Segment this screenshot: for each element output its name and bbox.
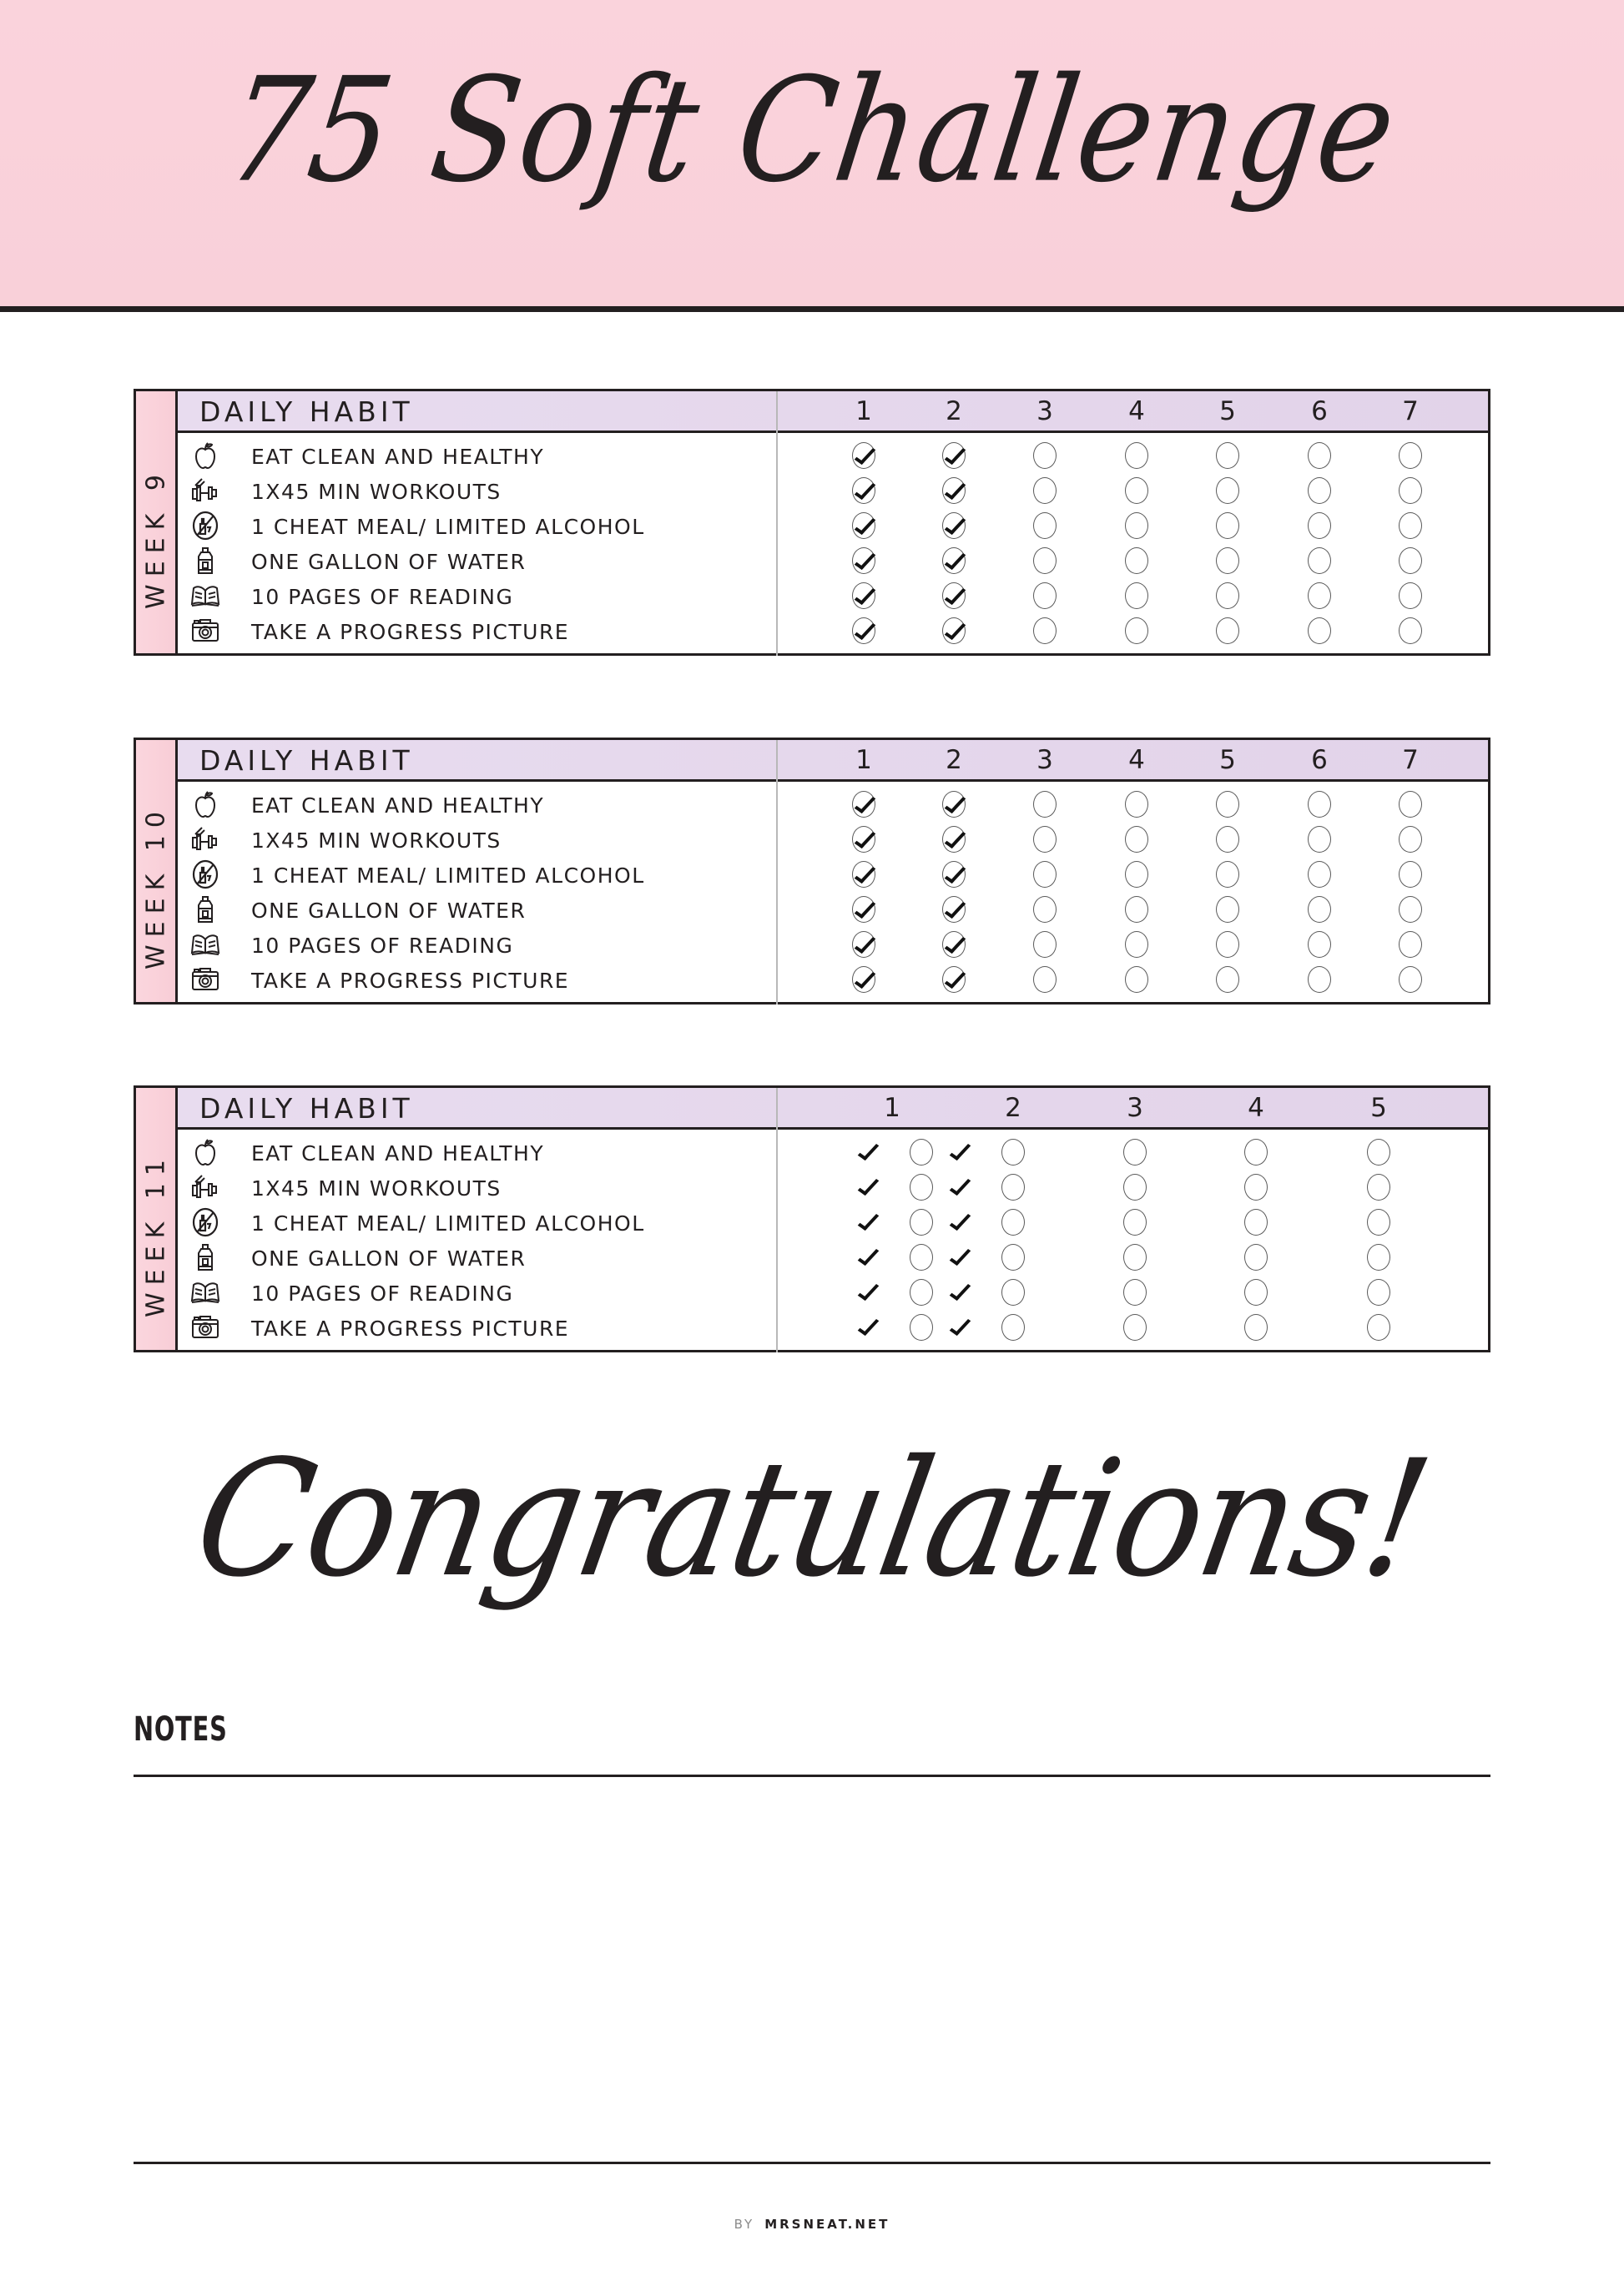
notes-rule <box>134 1775 1490 1777</box>
habit-label: TAKE A PROGRESS PICTURE <box>251 620 570 644</box>
day-4-checkbox[interactable] <box>1125 791 1148 818</box>
daily-habit-header: DAILY HABIT <box>199 1092 414 1125</box>
day-4-checkbox[interactable] <box>1244 1279 1268 1306</box>
day-5-checkbox[interactable] <box>1216 791 1239 818</box>
week-10-table <box>134 738 1490 1004</box>
footer-credit <box>0 2217 1624 2232</box>
day-4-checkbox[interactable] <box>1125 582 1148 609</box>
day-2-checkbox[interactable] <box>1001 1174 1025 1201</box>
day-4-checkbox[interactable] <box>1125 512 1148 539</box>
day-1-checkbox-checked[interactable] <box>852 791 875 818</box>
day-header-3: 3 <box>1036 396 1053 426</box>
checkmark-icon <box>951 1279 968 1306</box>
day-7-checkbox[interactable] <box>1399 442 1422 469</box>
habit-rows <box>178 433 1488 650</box>
habit-label: ONE GALLON OF WATER <box>251 1246 527 1271</box>
day-6-checkbox[interactable] <box>1308 931 1331 958</box>
checkmark-icon <box>860 1314 876 1341</box>
footer-rule <box>134 2162 1490 2164</box>
no-alcohol-icon <box>189 510 221 541</box>
habit-row <box>178 1170 1488 1205</box>
day-5-checkbox[interactable] <box>1367 1139 1390 1166</box>
day-6-checkbox[interactable] <box>1308 896 1331 923</box>
day-2-checkbox[interactable] <box>1001 1209 1025 1236</box>
day-header-2: 2 <box>946 745 962 775</box>
week-label-column <box>136 740 178 1002</box>
day-3-checkbox[interactable] <box>1033 512 1057 539</box>
day-1-checkbox-checked[interactable] <box>852 442 875 469</box>
day-3-checkbox[interactable] <box>1033 931 1057 958</box>
day-5-checkbox[interactable] <box>1216 896 1239 923</box>
day-4-checkbox[interactable] <box>1125 547 1148 574</box>
day-3-checkbox[interactable] <box>1033 442 1057 469</box>
day-5-checkbox[interactable] <box>1216 547 1239 574</box>
day-4-checkbox[interactable] <box>1244 1174 1268 1201</box>
checkmark-icon <box>860 1174 876 1201</box>
daily-habit-header: DAILY HABIT <box>199 744 414 777</box>
day-1-checkbox[interactable] <box>910 1174 933 1201</box>
day-6-checkbox[interactable] <box>1308 442 1331 469</box>
day-5-checkbox[interactable] <box>1216 966 1239 993</box>
habit-label: TAKE A PROGRESS PICTURE <box>251 969 570 993</box>
day-3-checkbox[interactable] <box>1123 1314 1147 1341</box>
day-1-checkbox-checked[interactable] <box>852 617 875 644</box>
day-6-checkbox[interactable] <box>1308 477 1331 504</box>
day-1-checkbox[interactable] <box>910 1244 933 1271</box>
day-3-checkbox[interactable] <box>1123 1279 1147 1306</box>
day-5-checkbox[interactable] <box>1216 617 1239 644</box>
habit-row <box>178 473 1488 508</box>
day-4-checkbox[interactable] <box>1244 1314 1268 1341</box>
day-3-checkbox[interactable] <box>1033 826 1057 853</box>
water-bottle-icon <box>189 894 221 925</box>
week-label: WEEK 11 <box>141 1151 170 1317</box>
table-header-row <box>178 391 1488 433</box>
open-book-icon <box>189 580 221 612</box>
checkmark-icon <box>860 1244 876 1271</box>
day-2-checkbox[interactable] <box>1001 1279 1025 1306</box>
day-3-checkbox[interactable] <box>1033 896 1057 923</box>
habit-row <box>178 1240 1488 1275</box>
habit-row <box>178 543 1488 578</box>
day-4-checkbox[interactable] <box>1125 477 1148 504</box>
habit-row <box>178 1135 1488 1170</box>
day-5-checkbox[interactable] <box>1367 1209 1390 1236</box>
day-4-checkbox[interactable] <box>1125 861 1148 888</box>
day-5-checkbox[interactable] <box>1216 512 1239 539</box>
day-header-4: 4 <box>1128 396 1145 426</box>
no-alcohol-icon <box>189 858 221 890</box>
day-2-checkbox-checked[interactable] <box>942 477 966 504</box>
day-5-checkbox[interactable] <box>1216 826 1239 853</box>
camera-icon <box>189 964 221 995</box>
table-header-row <box>178 740 1488 782</box>
day-header-6: 6 <box>1311 745 1328 775</box>
day-header-5: 5 <box>1219 396 1236 426</box>
day-7-checkbox[interactable] <box>1399 547 1422 574</box>
day-1-checkbox[interactable] <box>910 1279 933 1306</box>
day-1-checkbox-checked[interactable] <box>852 477 875 504</box>
day-2-checkbox-checked[interactable] <box>942 582 966 609</box>
day-2-checkbox-checked[interactable] <box>942 896 966 923</box>
day-3-checkbox[interactable] <box>1033 582 1057 609</box>
day-header-2: 2 <box>1005 1093 1021 1123</box>
day-header-3: 3 <box>1036 745 1053 775</box>
habit-label: 10 PAGES OF READING <box>251 585 514 609</box>
day-1-checkbox[interactable] <box>910 1209 933 1236</box>
day-header-1: 1 <box>855 745 872 775</box>
day-1-checkbox-checked[interactable] <box>852 966 875 993</box>
table-header-row <box>178 1088 1488 1130</box>
day-2-checkbox[interactable] <box>1001 1314 1025 1341</box>
habit-label: EAT CLEAN AND HEALTHY <box>251 445 545 469</box>
page-title: 75 Soft Challenge <box>217 47 1407 215</box>
footer-by: BY <box>734 2217 755 2232</box>
habit-row <box>178 613 1488 648</box>
week-label-column <box>136 391 178 653</box>
day-4-checkbox[interactable] <box>1125 966 1148 993</box>
habit-label: 1 CHEAT MEAL/ LIMITED ALCOHOL <box>251 1211 645 1236</box>
habit-label: EAT CLEAN AND HEALTHY <box>251 793 545 818</box>
day-7-checkbox[interactable] <box>1399 966 1422 993</box>
open-book-icon <box>189 929 221 960</box>
day-7-checkbox[interactable] <box>1399 826 1422 853</box>
habit-rows <box>178 782 1488 999</box>
habit-rows <box>178 1130 1488 1347</box>
camera-icon <box>189 615 221 647</box>
day-4-checkbox[interactable] <box>1125 896 1148 923</box>
water-bottle-icon <box>189 1241 221 1273</box>
day-6-checkbox[interactable] <box>1308 582 1331 609</box>
habit-label: EAT CLEAN AND HEALTHY <box>251 1141 545 1166</box>
day-3-checkbox[interactable] <box>1123 1174 1147 1201</box>
day-3-checkbox[interactable] <box>1033 861 1057 888</box>
day-2-checkbox-checked[interactable] <box>942 931 966 958</box>
habit-row <box>178 508 1488 543</box>
day-header-1: 1 <box>884 1093 900 1123</box>
day-header-3: 3 <box>1127 1093 1143 1123</box>
day-header-7: 7 <box>1402 396 1419 426</box>
week-label: WEEK 10 <box>141 803 170 969</box>
checkmark-icon <box>860 1209 876 1236</box>
habit-label: TAKE A PROGRESS PICTURE <box>251 1317 570 1341</box>
habit-row <box>178 927 1488 962</box>
daily-habit-header: DAILY HABIT <box>199 395 414 428</box>
day-1-checkbox-checked[interactable] <box>852 861 875 888</box>
day-1-checkbox[interactable] <box>910 1139 933 1166</box>
camera-icon <box>189 1312 221 1343</box>
apple-icon <box>189 440 221 471</box>
day-4-checkbox[interactable] <box>1244 1244 1268 1271</box>
day-2-checkbox-checked[interactable] <box>942 442 966 469</box>
day-7-checkbox[interactable] <box>1399 896 1422 923</box>
day-2-checkbox-checked[interactable] <box>942 826 966 853</box>
day-5-checkbox[interactable] <box>1367 1244 1390 1271</box>
day-2-checkbox-checked[interactable] <box>942 547 966 574</box>
day-header-2: 2 <box>946 396 962 426</box>
day-6-checkbox[interactable] <box>1308 826 1331 853</box>
notes-heading: NOTES <box>134 1710 228 1749</box>
checkmark-icon <box>860 1279 876 1306</box>
habit-row <box>178 962 1488 997</box>
day-3-checkbox[interactable] <box>1033 617 1057 644</box>
day-5-checkbox[interactable] <box>1216 861 1239 888</box>
apple-icon <box>189 788 221 820</box>
dumbbell-icon <box>189 823 221 855</box>
congratulations-text: Congratulations! <box>183 1426 1441 1614</box>
day-2-checkbox[interactable] <box>1001 1244 1025 1271</box>
habit-row <box>178 438 1488 473</box>
dumbbell-icon <box>189 475 221 506</box>
day-5-checkbox[interactable] <box>1367 1314 1390 1341</box>
habit-label: 1X45 MIN WORKOUTS <box>251 480 502 504</box>
habit-row <box>178 1310 1488 1345</box>
footer-site: MRSNEAT.NET <box>764 2217 890 2232</box>
open-book-icon <box>189 1276 221 1308</box>
week-9-table <box>134 389 1490 656</box>
day-4-checkbox[interactable] <box>1125 826 1148 853</box>
day-7-checkbox[interactable] <box>1399 791 1422 818</box>
habit-label: ONE GALLON OF WATER <box>251 899 527 923</box>
day-3-checkbox[interactable] <box>1123 1244 1147 1271</box>
day-3-checkbox[interactable] <box>1033 791 1057 818</box>
dumbbell-icon <box>189 1171 221 1203</box>
water-bottle-icon <box>189 545 221 577</box>
day-7-checkbox[interactable] <box>1399 861 1422 888</box>
habit-label: 10 PAGES OF READING <box>251 1281 514 1306</box>
day-header-5: 5 <box>1219 745 1236 775</box>
day-4-checkbox[interactable] <box>1244 1209 1268 1236</box>
day-3-checkbox[interactable] <box>1033 477 1057 504</box>
habit-row <box>178 892 1488 927</box>
day-1-checkbox-checked[interactable] <box>852 512 875 539</box>
day-4-checkbox[interactable] <box>1244 1139 1268 1166</box>
week-11-table <box>134 1085 1490 1352</box>
day-1-checkbox-checked[interactable] <box>852 582 875 609</box>
day-2-checkbox-checked[interactable] <box>942 861 966 888</box>
day-2-checkbox[interactable] <box>1001 1139 1025 1166</box>
day-4-checkbox[interactable] <box>1125 442 1148 469</box>
day-3-checkbox[interactable] <box>1033 966 1057 993</box>
checkmark-icon <box>951 1174 968 1201</box>
habit-row <box>178 1275 1488 1310</box>
day-7-checkbox[interactable] <box>1399 512 1422 539</box>
day-6-checkbox[interactable] <box>1308 617 1331 644</box>
day-1-checkbox-checked[interactable] <box>852 826 875 853</box>
day-5-checkbox[interactable] <box>1367 1174 1390 1201</box>
checkmark-icon <box>951 1314 968 1341</box>
day-2-checkbox-checked[interactable] <box>942 617 966 644</box>
day-header-5: 5 <box>1370 1093 1387 1123</box>
day-1-checkbox-checked[interactable] <box>852 896 875 923</box>
header-rule <box>0 306 1624 312</box>
habit-row <box>178 578 1488 613</box>
notes-area[interactable] <box>134 1781 1490 2157</box>
day-3-checkbox[interactable] <box>1033 547 1057 574</box>
day-3-checkbox[interactable] <box>1123 1139 1147 1166</box>
habit-row <box>178 857 1488 892</box>
day-header-7: 7 <box>1402 745 1419 775</box>
day-header-4: 4 <box>1248 1093 1264 1123</box>
day-7-checkbox[interactable] <box>1399 477 1422 504</box>
habit-label: 1X45 MIN WORKOUTS <box>251 828 502 853</box>
checkmark-icon <box>951 1209 968 1236</box>
habit-label: ONE GALLON OF WATER <box>251 550 527 574</box>
habit-label: 1 CHEAT MEAL/ LIMITED ALCOHOL <box>251 864 645 888</box>
day-4-checkbox[interactable] <box>1125 931 1148 958</box>
day-6-checkbox[interactable] <box>1308 547 1331 574</box>
no-alcohol-icon <box>189 1206 221 1238</box>
day-2-checkbox-checked[interactable] <box>942 966 966 993</box>
day-3-checkbox[interactable] <box>1123 1209 1147 1236</box>
day-header-6: 6 <box>1311 396 1328 426</box>
day-6-checkbox[interactable] <box>1308 861 1331 888</box>
checkmark-icon <box>860 1139 876 1166</box>
apple-icon <box>189 1136 221 1168</box>
day-5-checkbox[interactable] <box>1216 931 1239 958</box>
habit-row <box>178 1205 1488 1240</box>
day-1-checkbox[interactable] <box>910 1314 933 1341</box>
day-5-checkbox[interactable] <box>1367 1279 1390 1306</box>
habit-row <box>178 787 1488 822</box>
day-header-1: 1 <box>855 396 872 426</box>
day-6-checkbox[interactable] <box>1308 791 1331 818</box>
day-5-checkbox[interactable] <box>1216 442 1239 469</box>
day-7-checkbox[interactable] <box>1399 617 1422 644</box>
day-4-checkbox[interactable] <box>1125 617 1148 644</box>
day-7-checkbox[interactable] <box>1399 582 1422 609</box>
day-7-checkbox[interactable] <box>1399 931 1422 958</box>
checkmark-icon <box>951 1244 968 1271</box>
day-2-checkbox-checked[interactable] <box>942 512 966 539</box>
habit-row <box>178 822 1488 857</box>
day-6-checkbox[interactable] <box>1308 966 1331 993</box>
habit-label: 1X45 MIN WORKOUTS <box>251 1176 502 1201</box>
week-label-column <box>136 1088 178 1350</box>
day-5-checkbox[interactable] <box>1216 582 1239 609</box>
week-label: WEEK 9 <box>141 466 170 609</box>
day-1-checkbox-checked[interactable] <box>852 931 875 958</box>
day-2-checkbox-checked[interactable] <box>942 791 966 818</box>
day-5-checkbox[interactable] <box>1216 477 1239 504</box>
habit-label: 10 PAGES OF READING <box>251 934 514 958</box>
checkmark-icon <box>951 1139 968 1166</box>
habit-label: 1 CHEAT MEAL/ LIMITED ALCOHOL <box>251 515 645 539</box>
day-header-4: 4 <box>1128 745 1145 775</box>
day-1-checkbox-checked[interactable] <box>852 547 875 574</box>
day-6-checkbox[interactable] <box>1308 512 1331 539</box>
